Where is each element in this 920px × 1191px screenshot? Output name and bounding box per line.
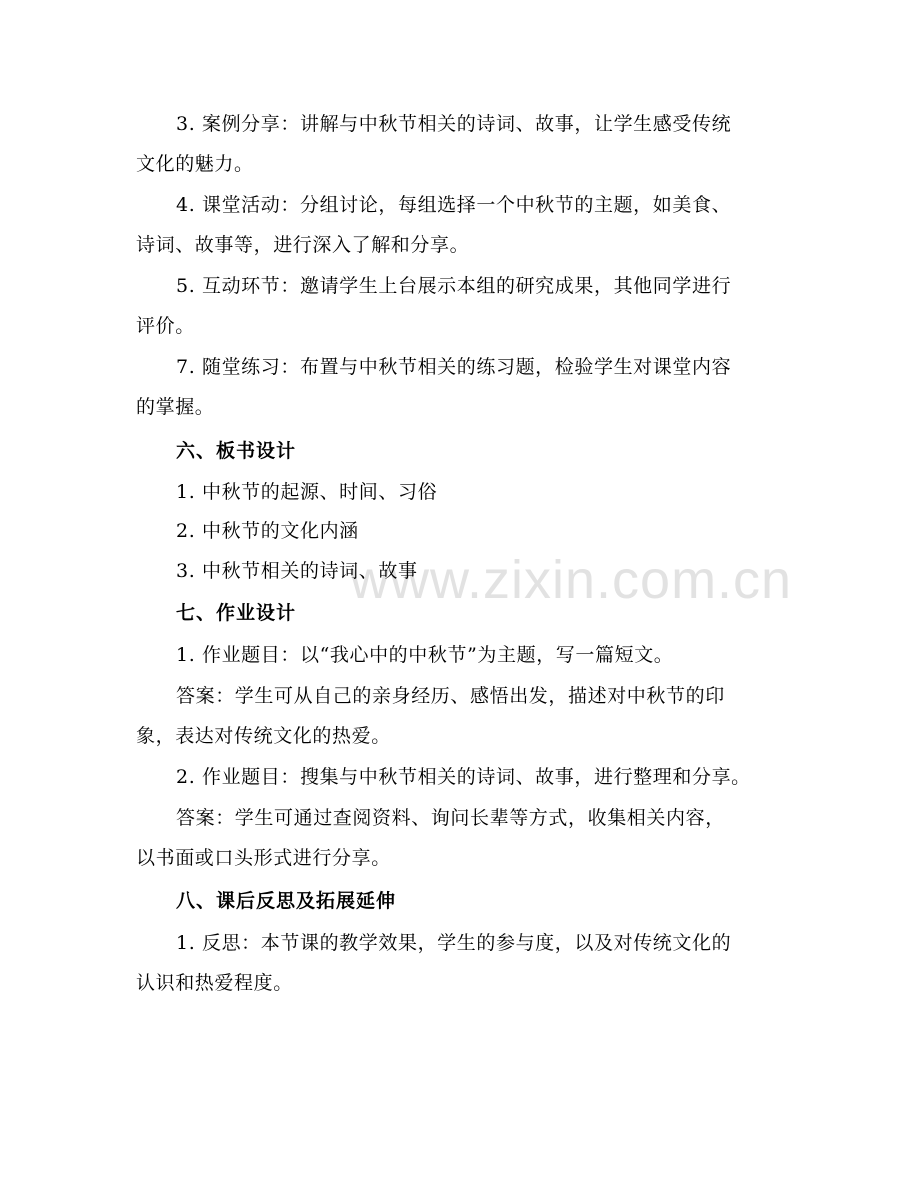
paragraph-line: 评价。 — [136, 315, 195, 337]
paragraph-line: 象，表达对传统文化的热爱。 — [136, 725, 391, 747]
section-heading-board-design: 六、板书设计 — [176, 440, 297, 462]
paragraph-line: 文化的魅力。 — [136, 153, 254, 175]
paragraph-line: 2. 作业题目：搜集与中秋节相关的诗词、故事，进行整理和分享。 — [176, 766, 751, 788]
paragraph-line: 认识和热爱程度。 — [136, 972, 293, 994]
paragraph-line: 1. 反思：本节课的教学效果，学生的参与度，以及对传统文化的 — [176, 932, 732, 954]
section-heading-homework-design: 七、作业设计 — [176, 602, 297, 624]
list-item: 2. 中秋节的文化内涵 — [176, 520, 359, 542]
watermark: www.zixin.com.cn — [350, 550, 793, 610]
list-item: 3. 中秋节相关的诗词、故事 — [176, 560, 418, 582]
paragraph-line: 4. 课堂活动：分组讨论，每组选择一个中秋节的主题，如美食、 — [176, 194, 732, 216]
paragraph-line: 以书面或口头形式进行分享。 — [136, 847, 391, 869]
section-heading-reflection: 八、课后反思及拓展延伸 — [176, 890, 397, 912]
paragraph-line: 5. 互动环节：邀请学生上台展示本组的研究成果，其他同学进行 — [176, 275, 732, 297]
list-item: 1. 中秋节的起源、时间、习俗 — [176, 481, 438, 503]
paragraph-line: 诗词、故事等，进行深入了解和分享。 — [136, 234, 470, 256]
paragraph-line: 1. 作业题目：以“我心中的中秋节”为主题，写一篇短文。 — [176, 644, 674, 666]
paragraph-line: 7. 随堂练习：布置与中秋节相关的练习题，检验学生对课堂内容 — [176, 356, 732, 378]
paragraph-line: 的掌握。 — [136, 396, 215, 418]
paragraph-line: 答案：学生可从自己的亲身经历、感悟出发，描述对中秋节的印 — [176, 685, 725, 707]
paragraph-line: 3. 案例分享：讲解与中秋节相关的诗词、故事，让学生感受传统 — [176, 113, 732, 135]
paragraph-line: 答案：学生可通过查阅资料、询问长辈等方式，收集相关内容， — [176, 807, 725, 829]
